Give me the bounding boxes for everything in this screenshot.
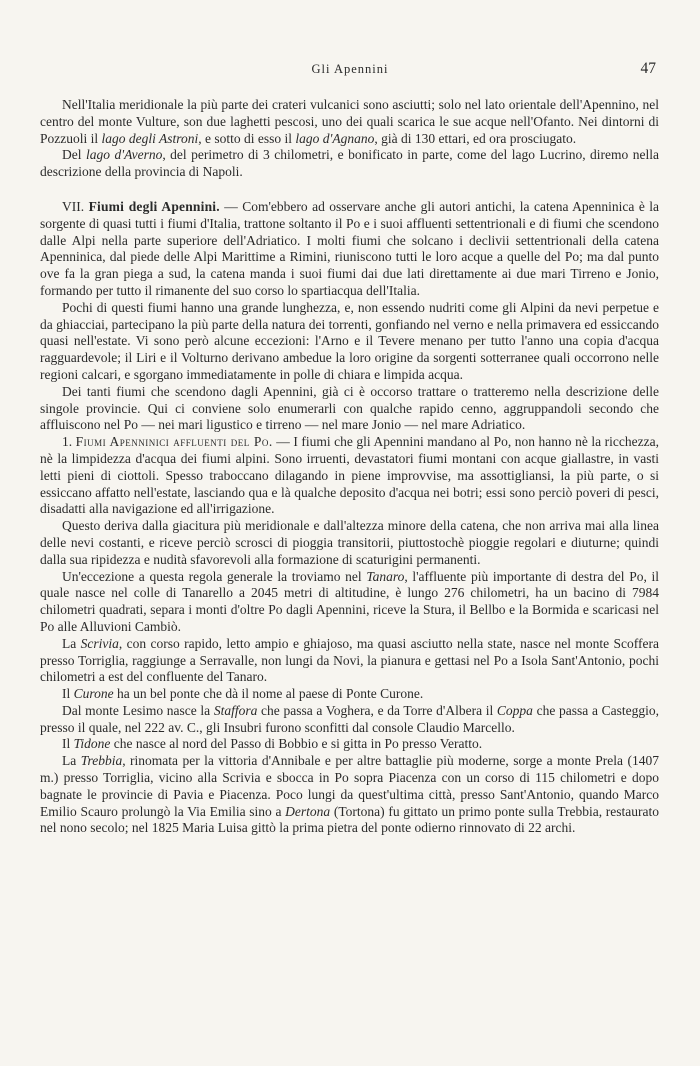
paragraph-pochi-fiumi: Pochi di questi fiumi hanno una grande lunghezza, e, non essendo nudriti come gli Alpini da nevi perpetue e da ghiacciai, partecipano la più parte della natura dei torrenti, gonfiando nel verno e nella primavera ed essiccando quasi nell'estate. Vi sono però alcune eccezioni: l'Arno e il Tevere menano per tutto l'anno una copia d'acqua ragguardevole; il Liri e il Volturno derivano ambedue la loro origine da sorgenti sotterranee quali occorrono nelle regioni calcari, e sgorgano immediatamente in polle di chiara e limpida acqua. <box>40 299 659 382</box>
subsection-affluenti-po: 1. Fiumi Apenninici affluenti del Po. — I fiumi che gli Apennini mandano al Po, non hanno nè la ricchezza, nè la limpidezza d'acqua dei fiumi alpini. Sono irruenti, devastatori fiumi montani con acque giallastre, in vasti letti pieni di ciottoli. Spesso traboccano dilagando in piene improvvise, ma assottigliansi, la più parte, o si essiccano affatto nell'estate, lasciando qua e là qualche deposito d'acqua nei botri; essi sono perciò poveri di pesci, disadatti alla navigazione ed all'irrigazione. <box>40 434 659 517</box>
paragraph-tanaro: Un'eccezione a questa regola generale la troviamo nel Tanaro, l'affluente più importante di destra del Po, il quale nasce nel colle di Tanarello a 2045 metri di altitudine, è lungo 276 chilometri, ha un bacino di 7984 chilometri quadrati, separa i monti d'oltre Po dagli Apennini, riceve la Stura, il Bellbo e la Bormida e scaricasi nel Po alle Alluvioni Cambiò. <box>40 568 659 634</box>
page-body <box>40 97 659 837</box>
paragraph-scrivia: La Scrivia, con corso rapido, letto ampio e ghiajoso, ma quasi asciutto nella state, nasce nel monte Scoffera presso Torriglia, raggiunge a Serravalle, non lungi da Novi, la pianura e gettasi nel Po a Isola Sant'Antonio, pochi chilometri a est del confluente del Tanaro. <box>40 635 659 685</box>
paragraph-giacitura: Questo deriva dalla giacitura più meridionale e dall'altezza minore della catena, che non arriva mai alla linea delle nevi costanti, e riceve perciò scrosci di pioggia transitorii, piuttostochè pioggie regolari e diuturne; quindi dalla sua ripidezza e nudità sfavorevoli alla formazione di scaturigini permanenti. <box>40 518 659 567</box>
section-number: VII. <box>62 198 85 214</box>
paragraph-curone: Il Curone ha un bel ponte che dà il nome al paese di Ponte Curone. <box>62 686 424 702</box>
section-vii-fiumi: VII. Fiumi degli Apennini. — Com'ebbero ad osservare anche gli autori antichi, la catena Apenninica è la sorgente di quasi tutti i fiumi d'Italia, trattone soltanto il Po e i suoi affluenti settentrionali e di fiumi che scendono dalle Alpi nella parte superiore dell'Adriatico. I molti fiumi che solcano i declivii settentrionali della catena Apenninica, dal piede delle Alpi Marittime a Rimini, riuniscono tutti le loro acque a quelle del Po; ma dal punto ove fa la gran piega a sud, la catena manda i suoi fiumi dai due lati direttamente ai due mari Tirreno e Jonio, formando per tutto il rimanente del suo corso lo spartiacqua dell'Italia. <box>40 198 660 298</box>
subsection-heading: Fiumi Apenninici affluenti del Po. <box>75 434 273 450</box>
subsection-number: 1. <box>62 434 73 450</box>
paragraph-lago-averno: Del lago d'Averno, del perimetro di 3 chilometri, e bonificato in parte, come del lago Lucrino, diremo nella descrizione della provincia di Napoli. <box>40 147 659 180</box>
paragraph-staffora: Dal monte Lesimo nasce la Staffora che passa a Voghera, e da Torre d'Albera il Coppa che passa a Casteggio, presso il quale, nel 222 av. C., gli Insubri furono sconfitti dal console Claudio Marcello. <box>40 702 659 735</box>
page-number: 47 <box>640 60 656 77</box>
running-title: Gli Apennini <box>311 62 389 76</box>
paragraph-pozzuoli-lakes: Nell'Italia meridionale la più parte dei crateri vulcanici sono asciutti; solo nel lato orientale dell'Apennino, nel centro del monte Vulture, son due laghetti pescosi, uno dei quali scarica le sue acque nell'Ofanto. Nei dintorni di Pozzuoli il lago degli Astroni, e sotto di esso il lago d'Agnano, già di 130 ettari, ed ora prosciugato. <box>40 97 659 146</box>
paragraph-trebbia: La Trebbia, rinomata per la vittoria d'Annibale e per altre battaglie più moderne, sorge a monte Prela (1407 m.) presso Torriglia, vicino alla Scrivia e sbocca in Po sopra Piacenza con un corso di 115 chilometri e dopo bagnate le provincie di Pavia e Piacenza. Poco lungi da quest'ultima città, presso Sant'Antonio, quando Marco Emilio Scauro prolungò la Via Emilia sino a Dertona (Tortona) fu gittato un primo ponte sulla Trebbia, restaurato nel nono secolo; nel 1825 Maria Luisa gittò la prima pietra del ponte odierno rinnovato di 22 archi. <box>40 753 659 836</box>
section-heading: Fiumi degli Apennini. <box>88 198 220 214</box>
paragraph-tidone: Il Tidone che nasce al nord del Passo di Bobbio e si gitta in Po presso Veratto. <box>62 736 483 752</box>
page-header <box>40 60 660 84</box>
paragraph-tanti-fiumi: Dei tanti fiumi che scendono dagli Apennini, già ci è occorso trattare o tratteremo nella descrizione delle singole provincie. Qui ci conviene solo enumerarli con qualche rapido cenno, aggruppandoli secondo che affluiscono nel Po — nei mari ligustico e tirreno — nel mare Jonio — nel mare Adriatico. <box>40 383 659 433</box>
